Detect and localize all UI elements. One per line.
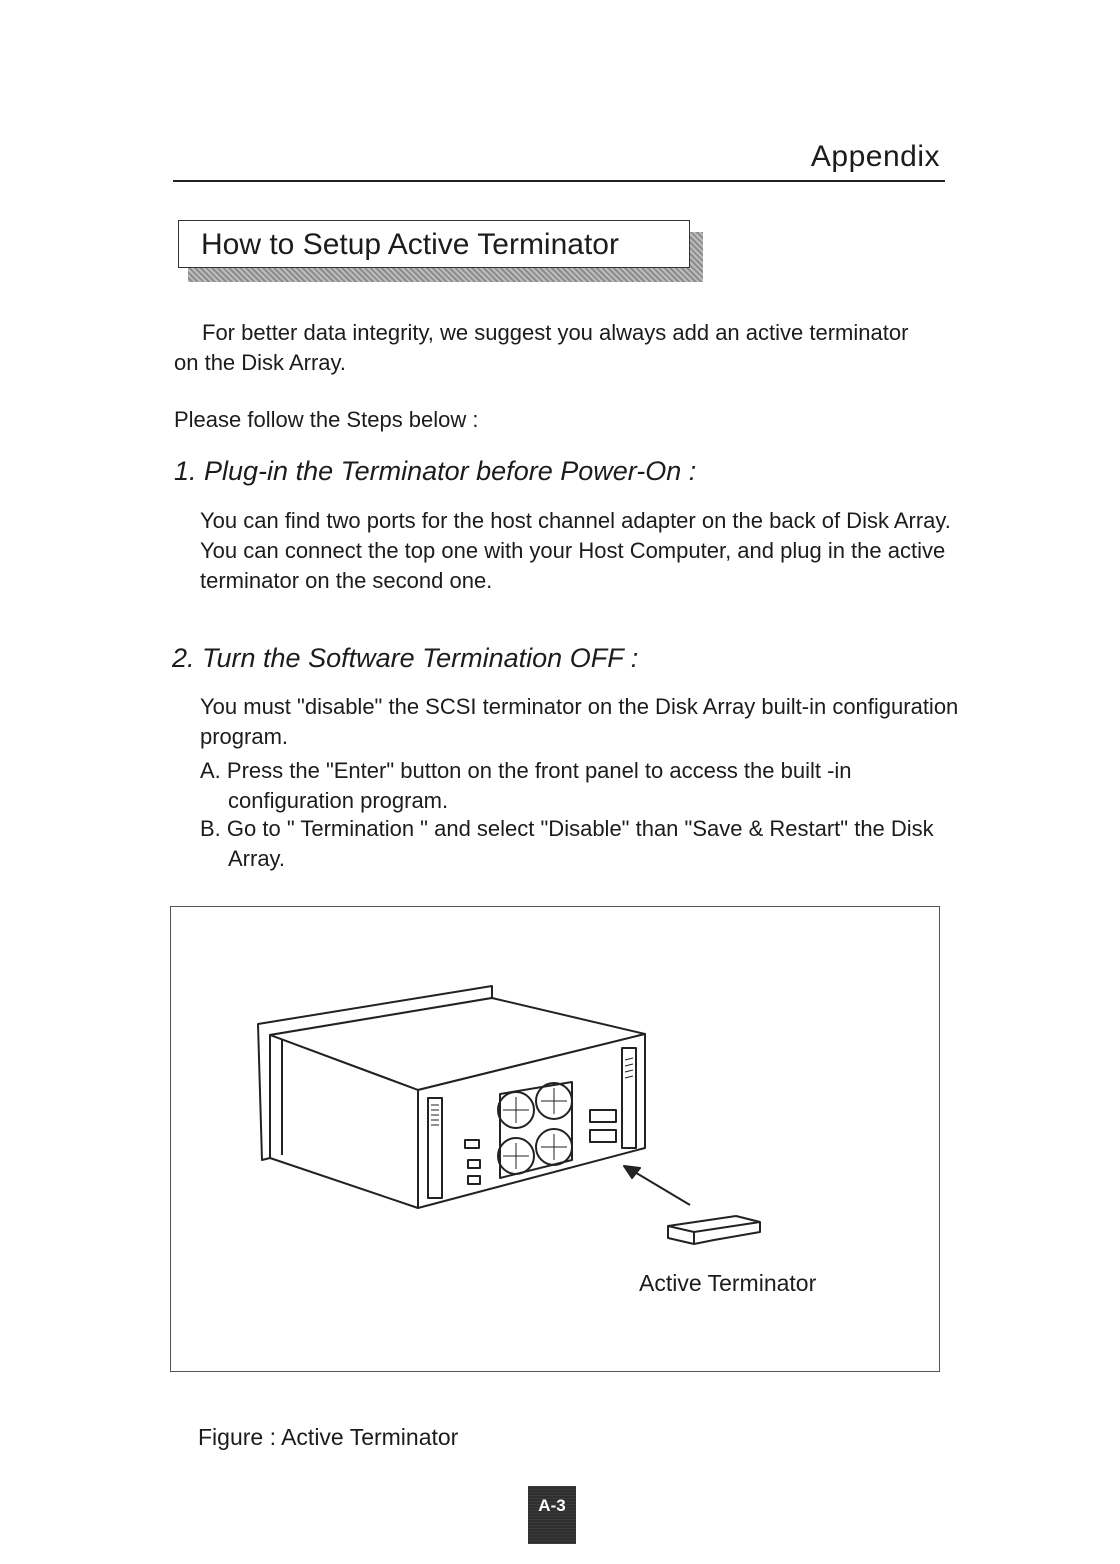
step-2-item-a: A. Press the "Enter" button on the front panel to access the built -in configuration program. (200, 758, 852, 813)
figure-caption: Figure : Active Terminator (198, 1424, 459, 1450)
intro-paragraph: For better data integrity, we suggest you always add an active terminator on the Disk Array. (174, 320, 909, 375)
step-1-body: You can find two ports for the host channel adapter on the back of Disk Array. You can connect the top one with your Host Computer, and plug in the active terminator on the second one. (200, 508, 951, 593)
page-number: A-3 (528, 1486, 576, 1544)
page-title: How to Setup Active Terminator (178, 220, 690, 268)
step-2-item-b: B. Go to " Termination " and select "Disable" than "Save & Restart" the Disk Array. (200, 816, 934, 871)
step-2-title: 2. Turn the Software Termination OFF : (172, 643, 639, 673)
section-label: Appendix (810, 140, 940, 173)
step-2-body: You must "disable" the SCSI terminator on the Disk Array built-in configuration program. (200, 694, 959, 749)
step-1-title: 1. Plug-in the Terminator before Power-On : (174, 456, 697, 486)
steps-intro: Please follow the Steps below : (174, 407, 479, 432)
figure-label: Active Terminator (639, 1270, 817, 1296)
